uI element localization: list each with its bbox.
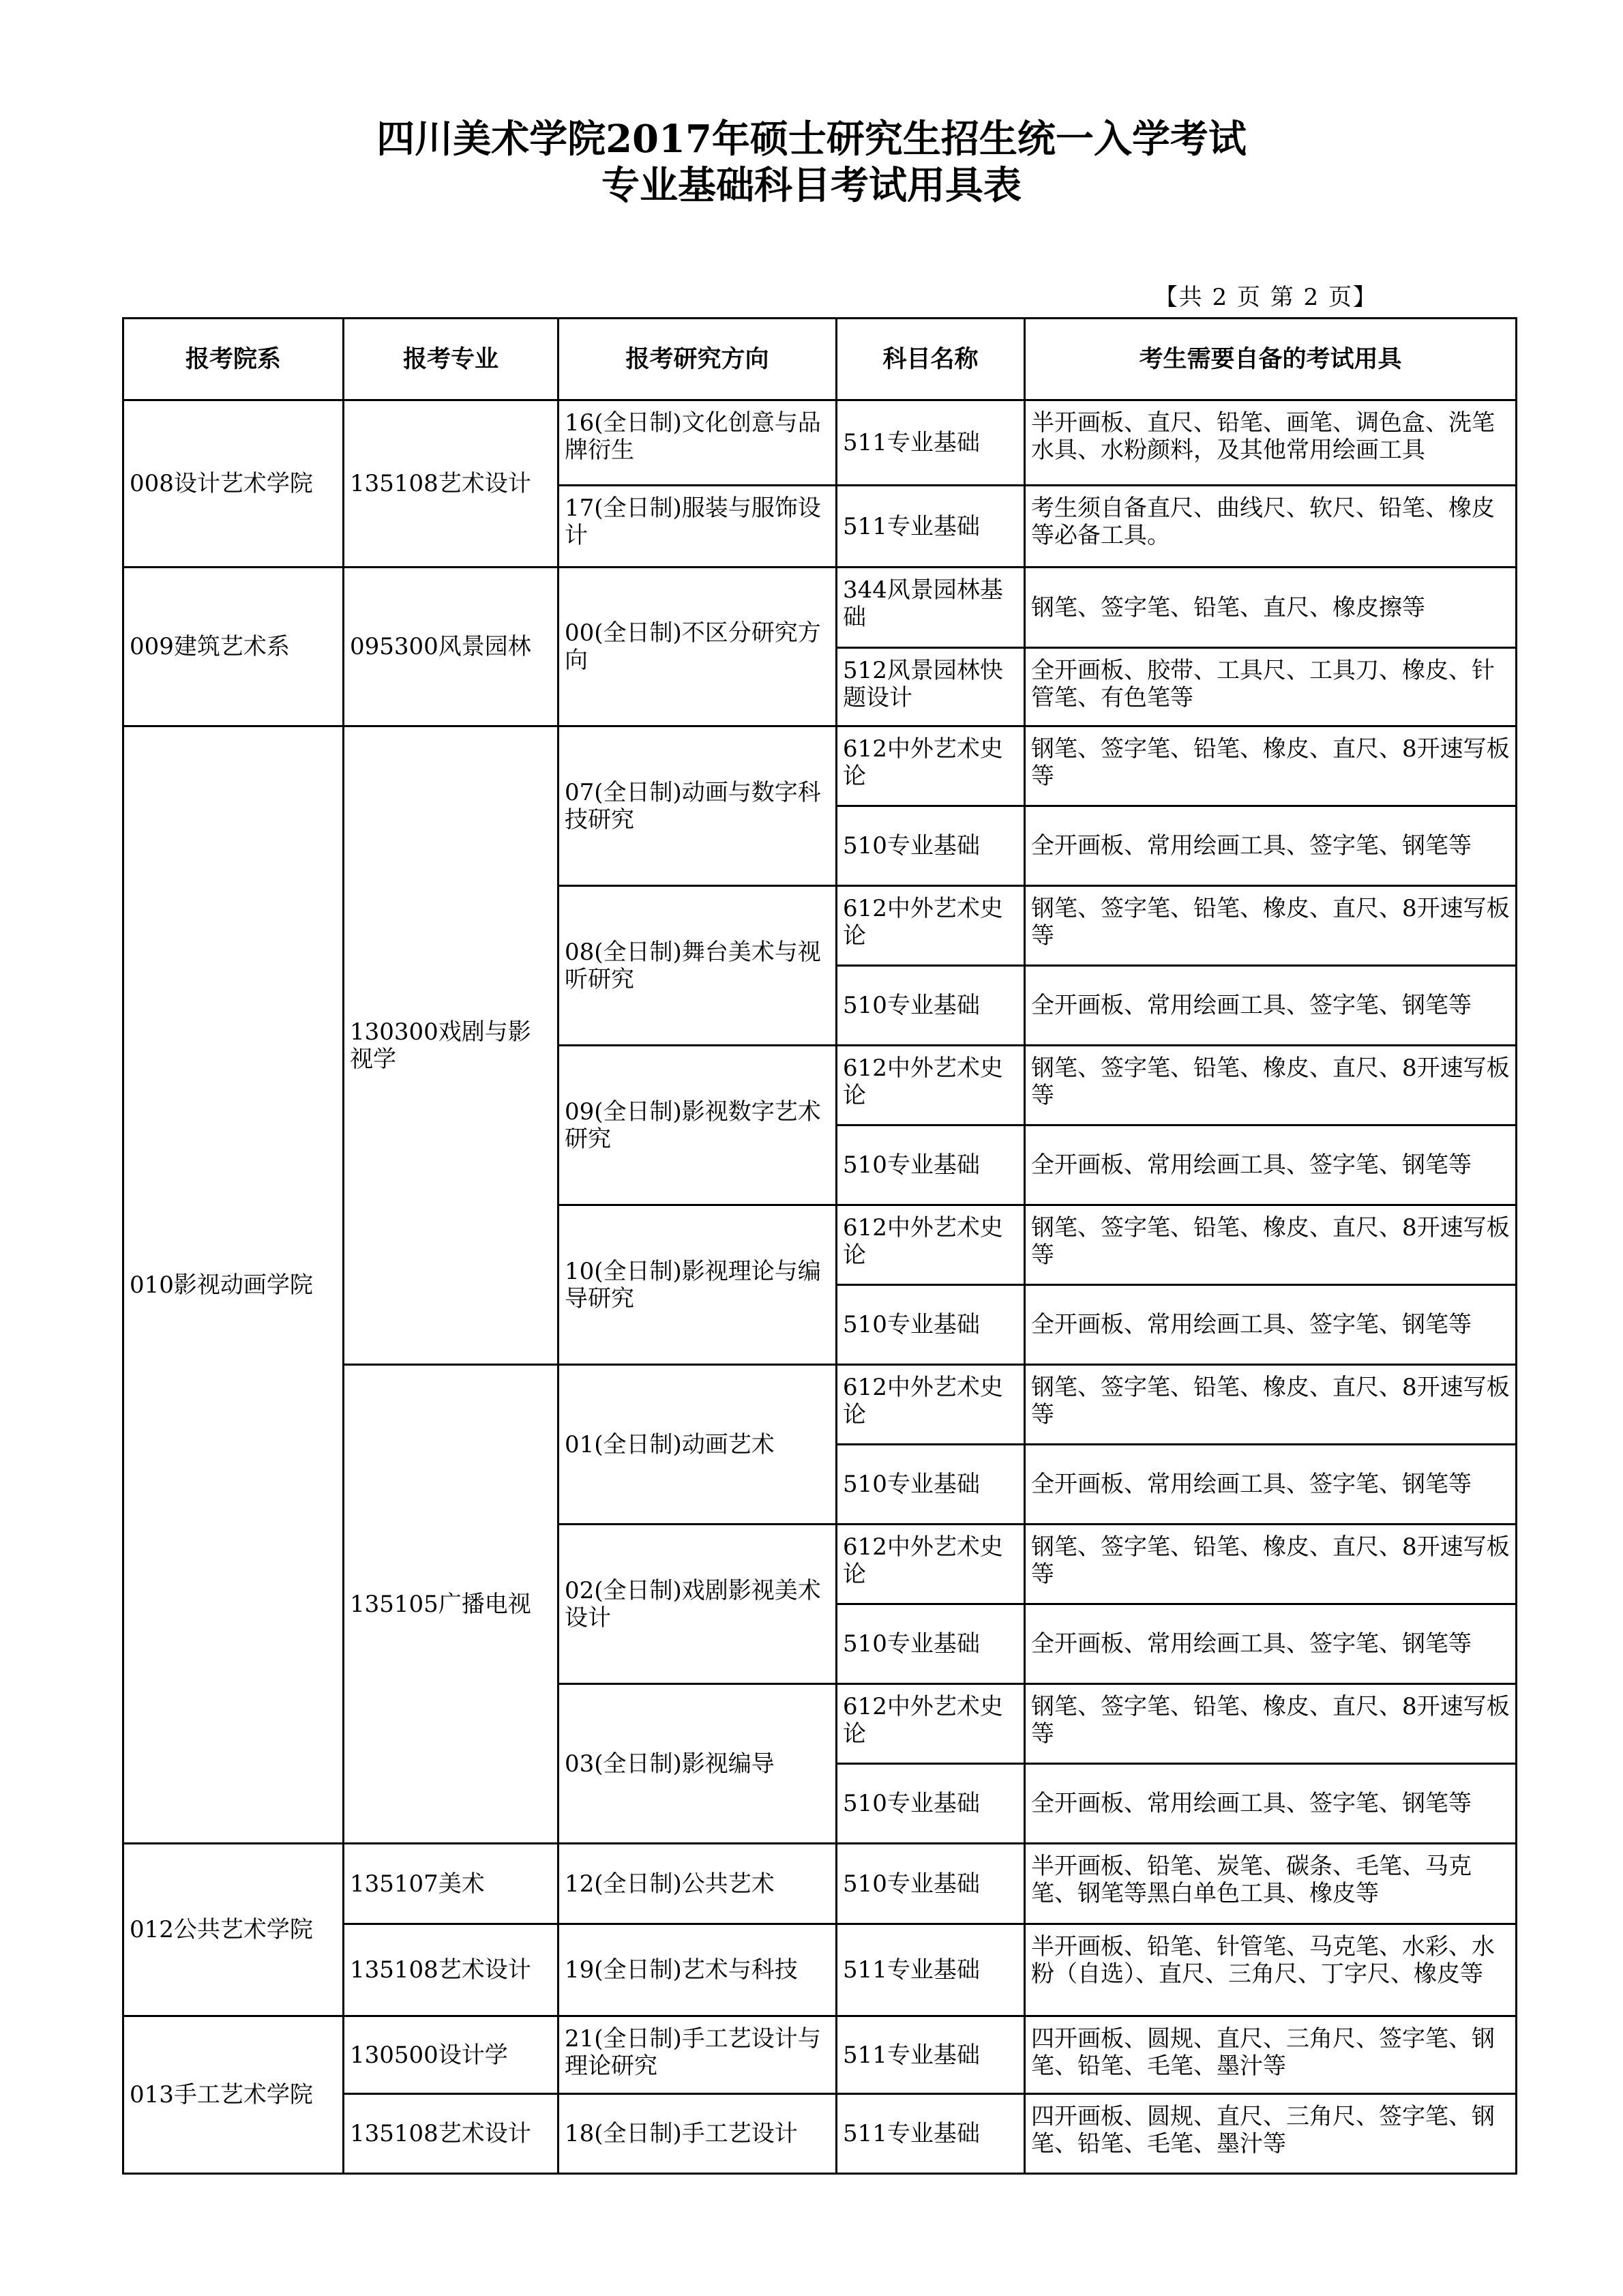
header-subject: 科目名称 [837, 319, 1025, 400]
subject-cell: 510专业基础 [837, 1844, 1025, 1924]
table-row [123, 568, 1517, 648]
subject-cell: 612中外艺术史论 [837, 726, 1025, 806]
tools-cell: 钢笔、签字笔、铅笔、橡皮、直尺、8开速写板等 [1025, 1046, 1517, 1125]
direction-cell: 18(全日制)手工艺设计 [559, 2094, 837, 2174]
document-subtitle: 专业基础科目考试用具表 [601, 163, 1022, 208]
header-research-direction: 报考研究方向 [559, 319, 837, 400]
subject-cell: 612中外艺术史论 [837, 1205, 1025, 1285]
header-exam-tools: 考生需要自备的考试用具 [1025, 319, 1517, 400]
table-row [123, 400, 1517, 486]
tools-cell: 全开画板、胶带、工具尺、工具刀、橡皮、针管笔、有色笔等 [1025, 648, 1517, 726]
tools-cell: 全开画板、常用绘画工具、签字笔、钢笔等 [1025, 1285, 1517, 1365]
direction-cell: 02(全日制)戏剧影视美术设计 [559, 1525, 837, 1684]
tools-cell: 全开画板、常用绘画工具、签字笔、钢笔等 [1025, 806, 1517, 886]
major-cell: 135108艺术设计 [344, 400, 559, 568]
tools-cell: 半开画板、铅笔、炭笔、碳条、毛笔、马克笔、钢笔等黑白单色工具、橡皮等 [1025, 1844, 1517, 1924]
subject-cell: 510专业基础 [837, 806, 1025, 886]
major-cell: 130500设计学 [344, 2016, 559, 2094]
page-indicator: 【共 2 页 第 2 页】 [1154, 284, 1378, 311]
tools-cell: 半开画板、铅笔、针管笔、马克笔、水彩、水粉（自选）、直尺、三角尺、丁字尺、橡皮等 [1025, 1924, 1517, 2016]
subject-cell: 511专业基础 [837, 400, 1025, 486]
header-major: 报考专业 [344, 319, 559, 400]
direction-cell: 03(全日制)影视编导 [559, 1684, 837, 1844]
department-cell: 013手工艺术学院 [123, 2016, 344, 2174]
direction-cell: 01(全日制)动画艺术 [559, 1365, 837, 1525]
exam-tools-table [122, 317, 1517, 2175]
direction-cell: 09(全日制)影视数字艺术研究 [559, 1046, 837, 1205]
table-row [123, 1844, 1517, 1924]
direction-cell: 08(全日制)舞台美术与视听研究 [559, 886, 837, 1046]
subject-cell: 612中外艺术史论 [837, 1684, 1025, 1764]
major-cell: 135108艺术设计 [344, 2094, 559, 2174]
tools-cell: 四开画板、圆规、直尺、三角尺、签字笔、钢笔、铅笔、毛笔、墨汁等 [1025, 2016, 1517, 2094]
department-cell: 010影视动画学院 [123, 726, 344, 1844]
major-cell: 135105广播电视 [344, 1365, 559, 1844]
subject-cell: 510专业基础 [837, 1764, 1025, 1844]
tools-cell: 钢笔、签字笔、铅笔、橡皮、直尺、8开速写板等 [1025, 886, 1517, 966]
direction-cell: 17(全日制)服装与服饰设计 [559, 486, 837, 568]
document-title: 四川美术学院2017年硕士研究生招生统一入学考试 [376, 117, 1247, 162]
subject-cell: 612中外艺术史论 [837, 1525, 1025, 1604]
subject-cell: 510专业基础 [837, 1604, 1025, 1684]
subject-cell: 510专业基础 [837, 966, 1025, 1046]
tools-cell: 钢笔、签字笔、铅笔、直尺、橡皮擦等 [1025, 568, 1517, 648]
subject-cell: 511专业基础 [837, 2094, 1025, 2174]
subject-cell: 344风景园林基础 [837, 568, 1025, 648]
major-cell: 095300风景园林 [344, 568, 559, 726]
department-cell: 009建筑艺术系 [123, 568, 344, 726]
subject-cell: 511专业基础 [837, 1924, 1025, 2016]
subject-cell: 511专业基础 [837, 486, 1025, 568]
major-cell: 130300戏剧与影视学 [344, 726, 559, 1365]
direction-cell: 19(全日制)艺术与科技 [559, 1924, 837, 2016]
direction-cell: 00(全日制)不区分研究方向 [559, 568, 837, 726]
direction-cell: 07(全日制)动画与数字科技研究 [559, 726, 837, 886]
tools-cell: 钢笔、签字笔、铅笔、橡皮、直尺、8开速写板等 [1025, 726, 1517, 806]
tools-cell: 钢笔、签字笔、铅笔、橡皮、直尺、8开速写板等 [1025, 1525, 1517, 1604]
department-cell: 012公共艺术学院 [123, 1844, 344, 2016]
major-cell: 135108艺术设计 [344, 1924, 559, 2016]
tools-cell: 全开画板、常用绘画工具、签字笔、钢笔等 [1025, 1764, 1517, 1844]
direction-cell: 21(全日制)手工艺设计与理论研究 [559, 2016, 837, 2094]
tools-cell: 考生须自备直尺、曲线尺、软尺、铅笔、橡皮等必备工具。 [1025, 486, 1517, 568]
tools-cell: 钢笔、签字笔、铅笔、橡皮、直尺、8开速写板等 [1025, 1684, 1517, 1764]
table-row [123, 726, 1517, 806]
subject-cell: 612中外艺术史论 [837, 1046, 1025, 1125]
major-cell: 135107美术 [344, 1844, 559, 1924]
table-header-row [123, 319, 1517, 400]
subject-cell: 510专业基础 [837, 1445, 1025, 1525]
tools-cell: 半开画板、直尺、铅笔、画笔、调色盒、洗笔水具、水粉颜料，及其他常用绘画工具 [1025, 400, 1517, 486]
tools-cell: 全开画板、常用绘画工具、签字笔、钢笔等 [1025, 1125, 1517, 1205]
header-department: 报考院系 [123, 319, 344, 400]
tools-cell: 钢笔、签字笔、铅笔、橡皮、直尺、8开速写板等 [1025, 1365, 1517, 1445]
tools-cell: 全开画板、常用绘画工具、签字笔、钢笔等 [1025, 1604, 1517, 1684]
direction-cell: 12(全日制)公共艺术 [559, 1844, 837, 1924]
table-row [123, 2016, 1517, 2094]
direction-cell: 16(全日制)文化创意与品牌衍生 [559, 400, 837, 486]
subject-cell: 511专业基础 [837, 2016, 1025, 2094]
tools-cell: 全开画板、常用绘画工具、签字笔、钢笔等 [1025, 1445, 1517, 1525]
tools-cell: 四开画板、圆规、直尺、三角尺、签字笔、钢笔、铅笔、毛笔、墨汁等 [1025, 2094, 1517, 2174]
tools-cell: 钢笔、签字笔、铅笔、橡皮、直尺、8开速写板等 [1025, 1205, 1517, 1285]
subject-cell: 612中外艺术史论 [837, 1365, 1025, 1445]
subject-cell: 510专业基础 [837, 1125, 1025, 1205]
subject-cell: 612中外艺术史论 [837, 886, 1025, 966]
subject-cell: 510专业基础 [837, 1285, 1025, 1365]
tools-cell: 全开画板、常用绘画工具、签字笔、钢笔等 [1025, 966, 1517, 1046]
direction-cell: 10(全日制)影视理论与编导研究 [559, 1205, 837, 1365]
subject-cell: 512风景园林快题设计 [837, 648, 1025, 726]
department-cell: 008设计艺术学院 [123, 400, 344, 568]
